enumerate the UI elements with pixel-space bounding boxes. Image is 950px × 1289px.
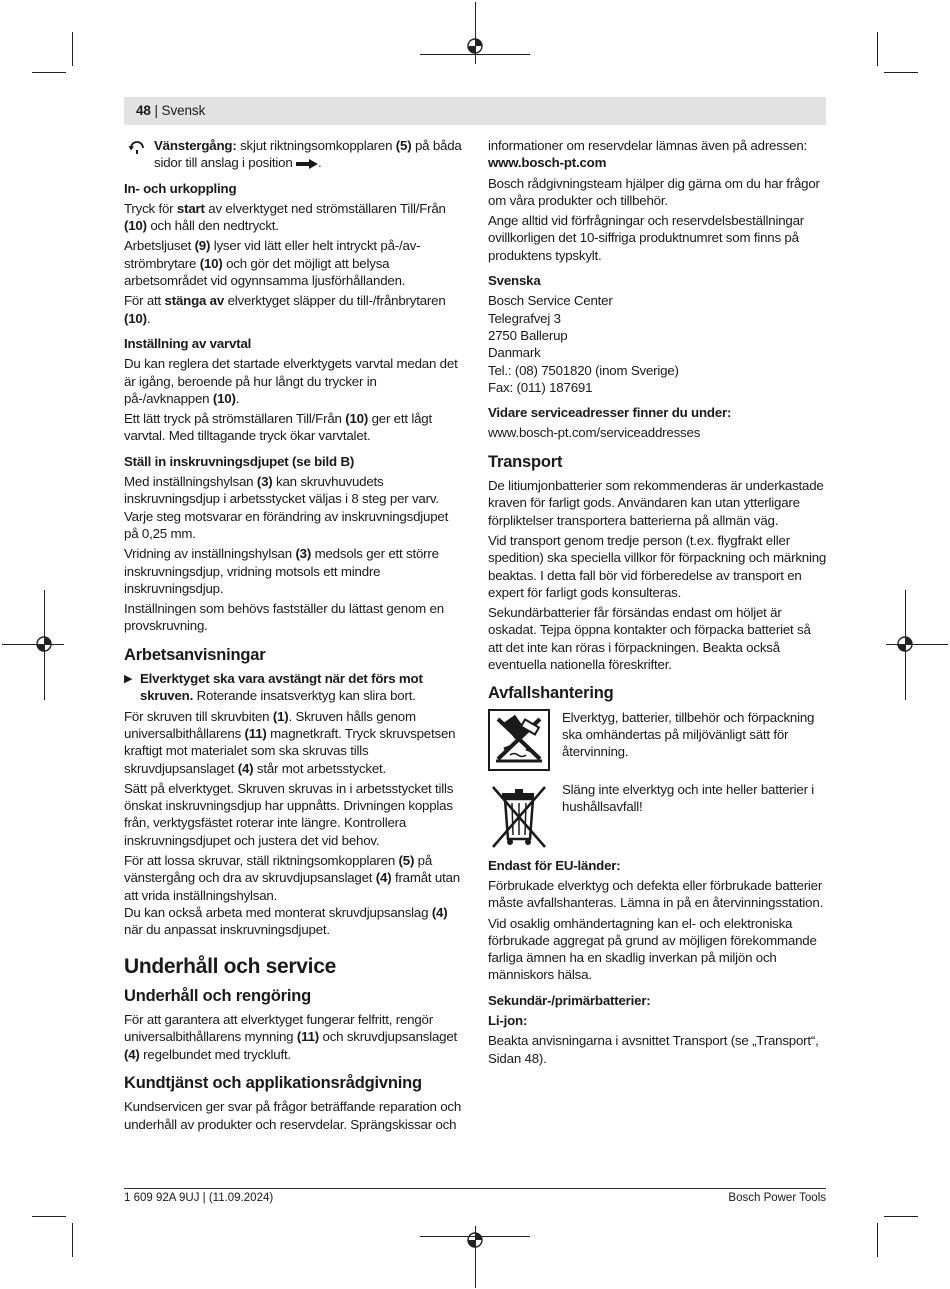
- text: start: [176, 200, 205, 216]
- text: och gör det möjligt att belysa arbetsområdet vid ogynnsamma ljusförhållanden.: [124, 255, 406, 289]
- page-number: 48: [136, 103, 151, 118]
- paragraph: Kundservicen ger svar på frågor beträffande reparation och underhåll av produkter och reservdelar. Sprängskissar och: [124, 1099, 462, 1132]
- crop-mark: [72, 32, 73, 66]
- text: informationer om reservdelar lämnas även på adressen:: [488, 138, 808, 153]
- disposal-row: [488, 781, 828, 847]
- ref: (11): [244, 725, 267, 741]
- footer-document-id: 1 609 92A 9UJ | (11.09.2024): [124, 1192, 274, 1204]
- header-text: [136, 103, 205, 118]
- text: Arbetsljuset: [124, 238, 195, 254]
- ref: (10): [345, 411, 369, 427]
- section-heading: Ställ in inskruvningsdjupet (se bild B): [124, 453, 355, 469]
- arrow-right-icon: [296, 159, 318, 169]
- address-line: Danmark: [488, 345, 541, 361]
- ref: (11): [296, 1029, 319, 1045]
- text: magnetkraft. Tryck skruvspetsen kraftigt mot materialet som ska skruvas tills skruvdjupsanslaget: [124, 725, 456, 776]
- ref: (3): [295, 546, 312, 562]
- text: och skruvdjupsanslaget: [319, 1029, 458, 1045]
- text: Ett lätt tryck på strömställaren Till/Från: [124, 411, 346, 427]
- left-rotation-icon: [128, 138, 146, 154]
- header-separator: |: [150, 103, 162, 118]
- text: medsols ger ett större inskruvningsdjup, vridning motsols ett mindre inskruvningsdjup.: [124, 546, 439, 596]
- section-heading: Arbetsanvisningar: [124, 645, 266, 664]
- text: lyser vid lätt eller helt intryckt på-/av-strömbrytare: [124, 238, 421, 271]
- text: Vridning av inställningshylsan: [124, 546, 296, 562]
- ref: (10): [124, 218, 147, 234]
- page-header: [124, 97, 826, 125]
- text: Du kan reglera det startade elverktygets varvtal medan det är igång, beroende på hur långt du trycker in på-/avknappen: [124, 356, 458, 406]
- disposal-text: Elverktyg, batterier, tillbehör och förpackning ska omhändertas på miljövänligt sätt för återvinning.: [562, 709, 815, 760]
- ref: (4): [124, 1046, 140, 1062]
- registration-target-icon: [465, 36, 485, 56]
- service-addresses-link[interactable]: www.bosch-pt.com/serviceaddresses: [488, 425, 701, 441]
- right-column: [488, 137, 828, 1070]
- paragraph: Inställningen som behövs fastställer du lättast genom en provskruvning.: [124, 601, 444, 634]
- ref: (5): [395, 138, 412, 153]
- text: skjut riktningsomkopplaren: [236, 138, 396, 153]
- warning-text: Elverktyget ska vara avstängt när det förs mot skruven.: [140, 671, 423, 704]
- warning-item: [124, 670, 464, 705]
- website-link[interactable]: www.bosch-pt.com: [488, 155, 607, 171]
- section-heading: Endast för EU-länder:: [488, 857, 621, 873]
- paragraph: Sekundärbatterier får försändas endast om höljet är oskadat. Tejpa öppna kontakter och förpacka batteriet så att det inte kan röras i förpackningen. Beakta också eventuella nationella föreskrifter.: [488, 605, 811, 673]
- address-line: Telegrafvej 3: [488, 310, 561, 326]
- text: För att: [124, 293, 165, 309]
- paragraph: [124, 852, 464, 904]
- paragraph: Ange alltid vid förfrågningar och reservdelsbeställningar ovillkorligen det 10-siffriga produktnumret som finns på produktens typskylt.: [488, 213, 805, 263]
- crop-mark: [884, 1216, 918, 1217]
- text: kan skruvhuvudets inskruvningsdjup i arbetsstycket väljas i 8 steg per varv. Varje steg motsvarar en förändring av inskruvningsdjupet på 0,25 mm.: [124, 474, 449, 541]
- section-heading: Transport: [488, 452, 563, 471]
- text: . Skruven hålls genom universalbithållarens: [124, 708, 416, 741]
- crossed-bin-icon: [488, 781, 550, 851]
- paragraph: [124, 708, 464, 777]
- ref: (4): [431, 904, 448, 920]
- text: och håll den nedtryckt.: [146, 218, 279, 234]
- header-language: Svensk: [161, 103, 206, 118]
- paragraph: [124, 545, 464, 597]
- crop-mark: [877, 32, 878, 66]
- paragraph: Vid transport genom tredje person (t.ex. flygfrakt eller spedition) ska speciella villkor för förpackning och märkning beaktas. I detta fall bör vid förberedelse av transport en expert för farligt gods konsulteras.: [488, 532, 827, 600]
- paragraph: Sätt på elverktyget. Skruven skruvas in i arbetsstycket tills önskat inskruvningsdjup har uppnåtts. Drivningen kopplas från, verktygsfästet roterar inte längre. Kontrollera inskruvningsdjupet och justera det vid behov.: [124, 780, 454, 848]
- chapter-heading: Underhåll och service: [124, 955, 336, 979]
- text: För att garantera att elverktyget fungerar felfritt, rengör universalbithållarens mynning: [124, 1012, 433, 1045]
- text: Roterande insatsverktyg kan slira bort.: [193, 688, 416, 704]
- ref: (9): [194, 238, 211, 254]
- address-line: Bosch Service Center: [488, 293, 613, 309]
- ref: (4): [375, 870, 392, 886]
- ref: (1): [272, 708, 289, 724]
- footer-brand: Bosch Power Tools: [728, 1192, 826, 1204]
- paragraph: Bosch rådgivningsteam hjälper dig gärna om du har frågor om våra produkter och tillbehör.: [488, 175, 820, 208]
- text: stänga av: [164, 293, 225, 309]
- text: av elverktyget ned strömställaren Till/Från: [204, 200, 446, 216]
- left-rotation-paragraph: [124, 137, 464, 172]
- crop-mark: [877, 1223, 878, 1257]
- paragraph: [488, 137, 828, 172]
- text: elverktyget släpper du till-/frånbrytaren: [224, 293, 446, 309]
- paragraph: [124, 904, 464, 939]
- ref: (5): [398, 852, 415, 868]
- section-heading: Vidare serviceadresser finner du under:: [488, 405, 732, 421]
- text: Du kan också arbeta med monterat skruvdjupsanslag: [124, 904, 432, 920]
- ref: (10): [212, 390, 236, 406]
- ref: (3): [256, 474, 273, 490]
- crop-mark: [72, 1223, 73, 1257]
- crop-mark: [32, 1216, 66, 1217]
- section-heading: Avfallshantering: [488, 684, 614, 703]
- paragraph: Förbrukade elverktyg och defekta eller förbrukade batterier måste avfallshanteras. Lämna in på en återvinningsstation.: [488, 877, 824, 911]
- service-address: [488, 292, 828, 396]
- text: står mot arbetsstycket.: [253, 760, 387, 776]
- bullet-triangle-icon: ▶: [124, 673, 133, 686]
- registration-target-icon: [465, 1230, 485, 1250]
- address-line: 2750 Ballerup: [488, 327, 568, 343]
- registration-target-icon: [895, 634, 915, 654]
- left-column: [124, 137, 464, 1136]
- paragraph: [124, 410, 464, 445]
- text: när du anpassat inskruvningsdjupet.: [124, 922, 330, 938]
- text: .: [235, 390, 240, 406]
- disposal-row: [488, 709, 828, 775]
- disposal-text: Släng inte elverktyg och inte heller batterier i hushållsavfall!: [562, 781, 815, 814]
- paragraph: [124, 200, 464, 235]
- text: på vänstergång och dra av skruvdjupsanslaget: [124, 852, 433, 886]
- text: på båda sidor till anslag i position: [154, 138, 462, 171]
- registration-line: [2, 644, 64, 645]
- text: regelbundet med tryckluft.: [139, 1046, 291, 1062]
- paragraph: Vid osaklig omhändertagning kan el- och elektroniska förbrukade aggregat på grund av möjligen förekommande farliga ämnen ha en skadlig inverkan på miljön och människors hälsa.: [488, 915, 817, 983]
- recycling-no-dumping-icon: [488, 709, 550, 771]
- paragraph: [124, 473, 464, 542]
- paragraph: [124, 355, 464, 407]
- paragraph: De litiumjonbatterier som rekommenderas är underkastade kraven för farligt gods. Användaren kan utan ytterligare förpliktelser transportera batterierna på allmän väg.: [488, 478, 824, 528]
- paragraph: [124, 292, 464, 327]
- section-heading: Inställning av varvtal: [124, 335, 252, 351]
- address-line: Tel.: (08) 7501820 (inom Sverige): [488, 362, 679, 378]
- section-heading: In- och urkoppling: [124, 180, 237, 196]
- footer-divider: [124, 1188, 826, 1189]
- text: För att lossa skruvar, ställ riktningsomkopplaren: [124, 852, 399, 868]
- left-rotation-label: Vänstergång:: [154, 138, 237, 153]
- crop-mark: [32, 72, 66, 73]
- crop-mark: [884, 72, 918, 73]
- text: För skruven till skruvbiten: [124, 708, 273, 724]
- paragraph: Beakta anvisningarna i avsnittet Transport (se „Transport“, Sidan 48).: [488, 1033, 819, 1066]
- text: .: [146, 310, 151, 326]
- address-heading: Svenska: [488, 273, 541, 289]
- text: Med inställningshylsan: [124, 474, 257, 490]
- ref: (4): [237, 760, 254, 776]
- section-heading: Li-jon:: [488, 1012, 528, 1028]
- section-heading: Kundtjänst och applikationsrådgivning: [124, 1073, 422, 1092]
- section-heading: Sekundär-/primärbatterier:: [488, 992, 651, 1008]
- section-heading: Underhåll och rengöring: [124, 986, 311, 1005]
- ref: (10): [199, 255, 223, 271]
- text: .: [318, 155, 322, 171]
- paragraph: [124, 1011, 464, 1063]
- text: ger ett lågt varvtal. Med tilltagande tryck ökar varvtalet.: [124, 411, 433, 444]
- text: framåt utan att vrida inställningshylsan.: [124, 870, 461, 903]
- ref: (10): [124, 310, 147, 326]
- text: Tryck för: [124, 200, 177, 216]
- address-line: Fax: (011) 187691: [488, 379, 593, 395]
- registration-target-icon: [34, 634, 54, 654]
- paragraph: [124, 237, 464, 289]
